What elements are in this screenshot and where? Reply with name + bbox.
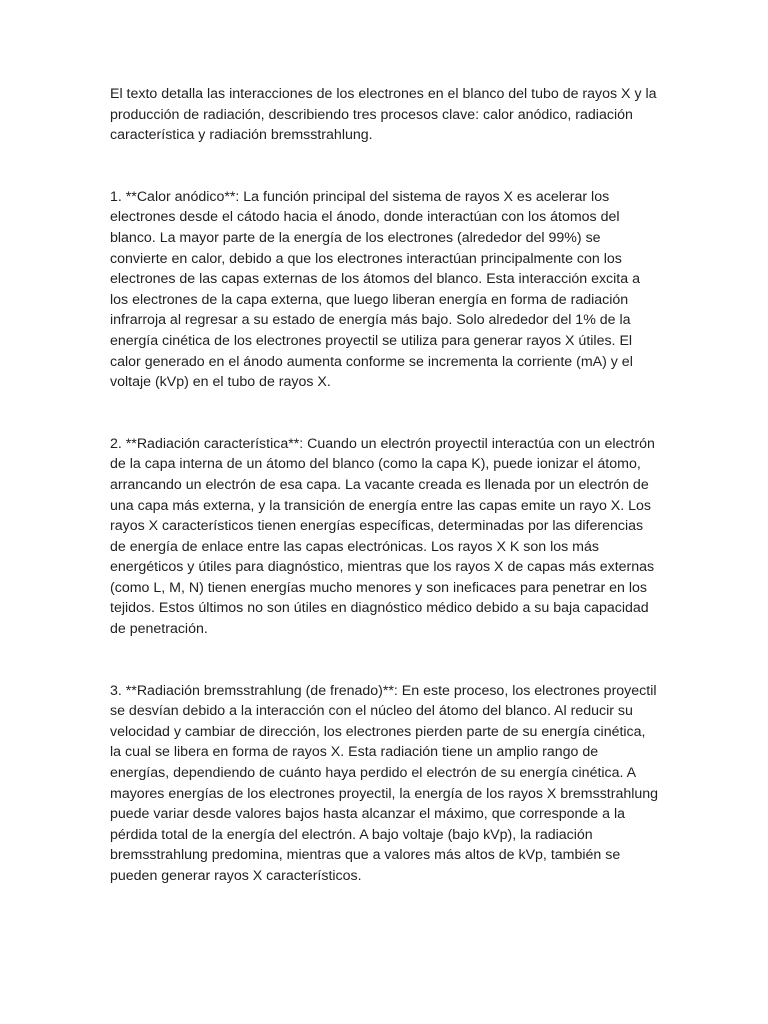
document-body — [110, 84, 660, 887]
intro-paragraph: El texto detalla las interacciones de los electrones en el blanco del tubo de rayos X y la producción de radiación, describiendo tres procesos clave: calor anódico, radiación característica y radiación bremsstrahlung. — [110, 86, 657, 144]
section-paragraph-characteristic-radiation: 2. **Radiación característica**: Cuando un electrón proyectil interactúa con un electrón de la capa interna de un átomo del blanco (como la capa K), puede ionizar el átomo, arrancando un electrón de esa capa. La vacante creada es llenada por un electrón de una capa más externa, y la transición de energía entre las capas emite un rayo X. Los rayos X característicos tienen energías específicas, determinadas por las diferencias de energía de enlace entre las capas electrónicas. Los rayos X K son los más energéticos y útiles para diagnóstico, mientras que los rayos X de capas más externas (como L, M, N) tienen energías mucho menores y son ineficaces para penetrar en los tejidos. Estos últimos no son útiles en diagnóstico médico debido a su baja capacidad de penetración. — [110, 435, 655, 638]
section-paragraph-bremsstrahlung-radiation: 3. **Radiación bremsstrahlung (de frenado)**: En este proceso, los electrones proyectil se desvían debido a la interacción con el núcleo del átomo del blanco. Al reducir su velocidad y cambiar de dirección, los electrones pierden parte de su energía cinética, la cual se libera en forma de rayos X. Esta radiación tiene un amplio rango de energías, dependiendo de cuánto haya perdido el electrón de su energía cinética. A mayores energías de los electrones proyectil, la energía de los rayos X bremsstrahlung puede variar desde valores bajos hasta alcanzar el máximo, que corresponde a la pérdida total de la energía del electrón. A bajo voltaje (bajo kVp), la radiación bremsstrahlung predomina, mientras que a valores más altos de kVp, también se pueden generar rayos X característicos. — [110, 682, 659, 884]
section-paragraph-anode-heat: 1. **Calor anódico**: La función principal del sistema de rayos X es acelerar los electrones desde el cátodo hacia el ánodo, donde interactúan con los átomos del blanco. La mayor parte de la energía de los electrones (alrededor del 99%) se convierte en calor, debido a que los electrones interactúan principalmente con los electrones de las capas externas de los átomos del blanco. Esta interacción excita a los electrones de la capa externa, que luego liberan energía en forma de radiación infrarroja al regresar a su estado de energía más bajo. Solo alrededor del 1% de la energía cinética de los electrones proyectil se utiliza para generar rayos X útiles. El calor generado en el ánodo aumenta conforme se incrementa la corriente (mA) y el voltaje (kVp) en el tubo de rayos X. — [110, 188, 640, 391]
